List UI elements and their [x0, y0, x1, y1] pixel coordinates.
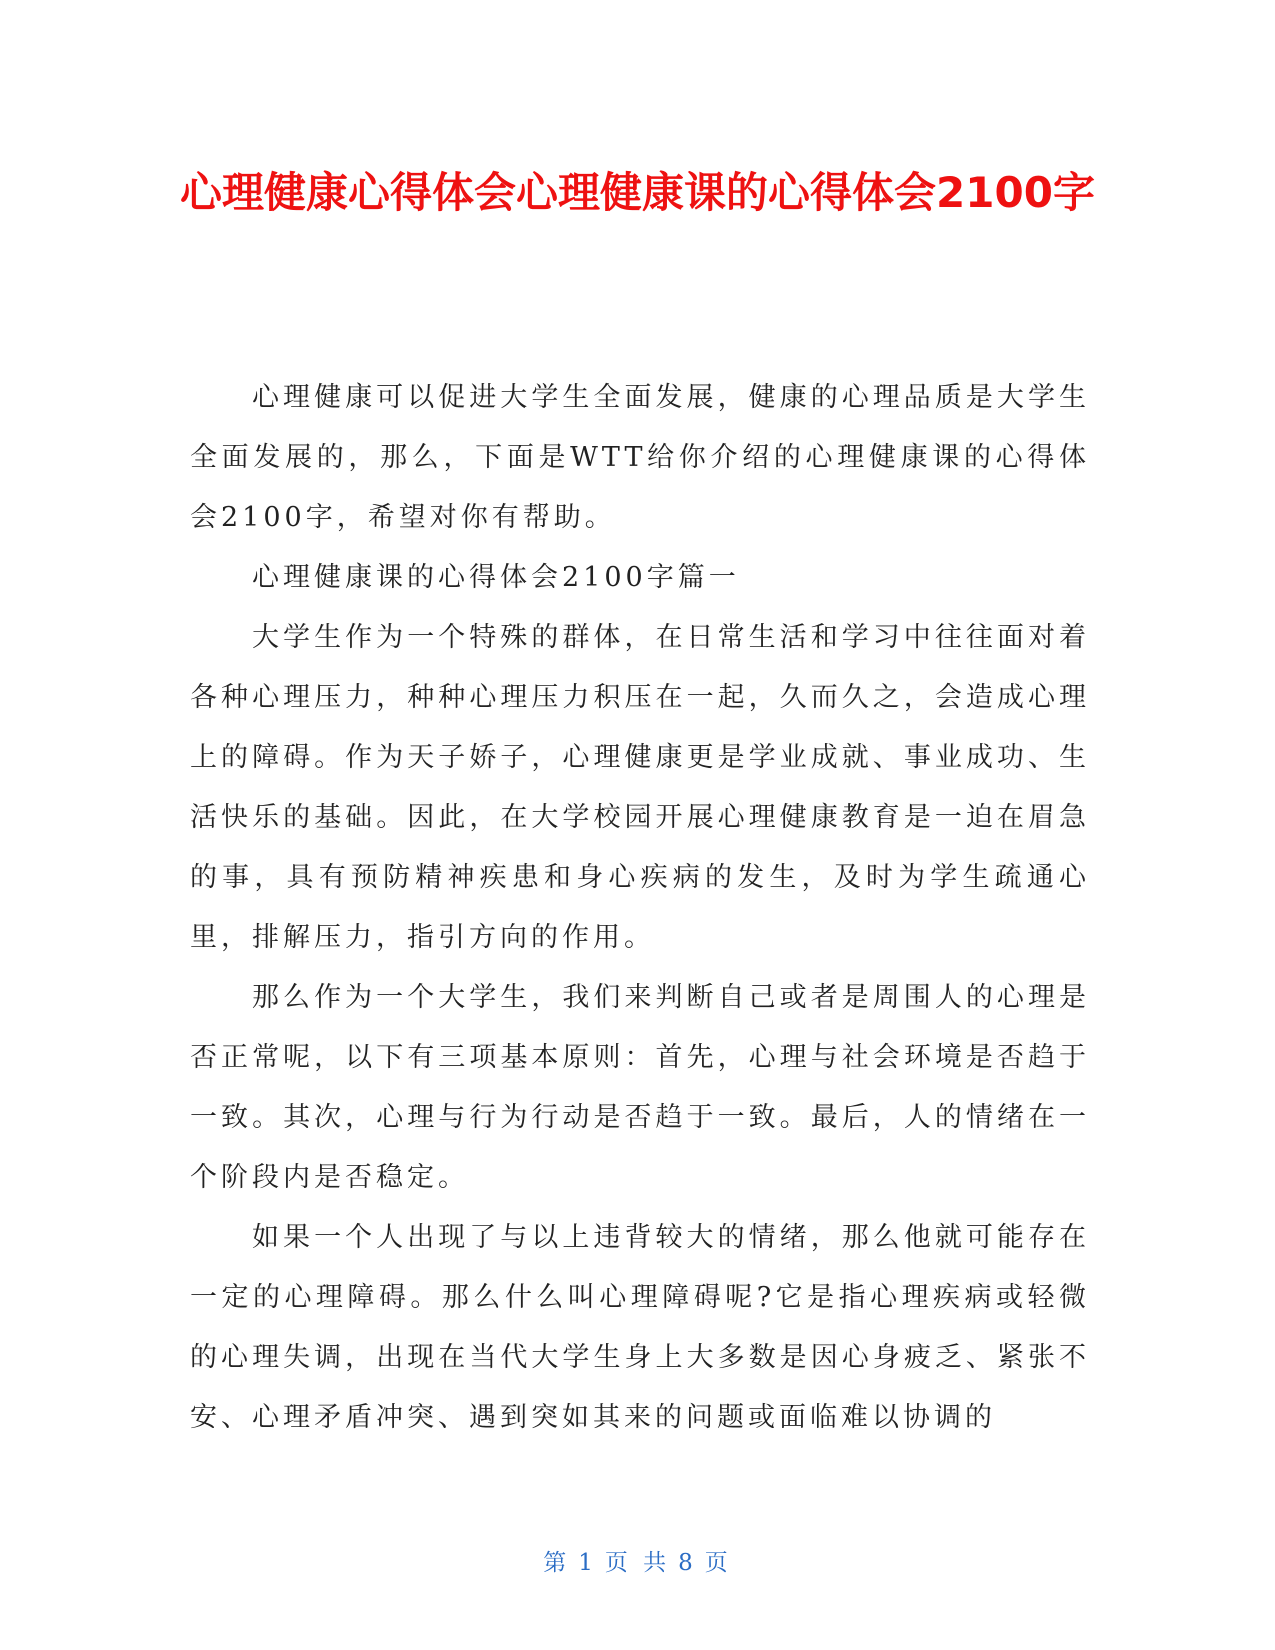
- page-footer: [0, 1548, 1275, 1578]
- paragraph-1: 大学生作为一个特殊的群体，在日常生活和学习中往往面对着各种心理压力，种种心理压力积压在一起，久而久之，会造成心理上的障碍。作为天子娇子，心理健康更是学业成就、事业成功、生活快乐的基础。因此，在大学校园开展心理健康教育是一迫在眉急的事，具有预防精神疾患和身心疾病的发生，及时为学生疏通心里，排解压力，指引方向的作用。: [190, 622, 1090, 953]
- footer-current-page: 1: [578, 1550, 597, 1576]
- document-body: [190, 368, 1090, 1448]
- section-heading: 心理健康课的心得体会2100字篇一: [252, 562, 740, 593]
- document-title: 心理健康心得体会心理健康课的心得体会2100字: [180, 168, 1095, 217]
- paragraph-2: 那么作为一个大学生，我们来判断自己或者是周围人的心理是否正常呢，以下有三项基本原则：首先，心理与社会环境是否趋于一致。其次，心理与行为行动是否趋于一致。最后，人的情绪在一个阶段内是否稳定。: [190, 982, 1090, 1193]
- footer-suffix: 页: [704, 1550, 732, 1576]
- footer-middle: 页 共: [604, 1550, 671, 1576]
- paragraph-3: 如果一个人出现了与以上违背较大的情绪，那么他就可能存在一定的心理障碍。那么什么叫心理障碍呢?它是指心理疾病或轻微的心理失调，出现在当代大学生身上大多数是因心身疲乏、紧张不安、心理矛盾冲突、遇到突如其来的问题或面临难以协调的: [190, 1222, 1090, 1433]
- footer-total-pages: 8: [678, 1550, 697, 1576]
- footer-prefix: 第: [543, 1550, 571, 1576]
- paragraph-intro: 心理健康可以促进大学生全面发展，健康的心理品质是大学生全面发展的，那么，下面是WTT给你介绍的心理健康课的心得体会2100字，希望对你有帮助。: [190, 382, 1090, 533]
